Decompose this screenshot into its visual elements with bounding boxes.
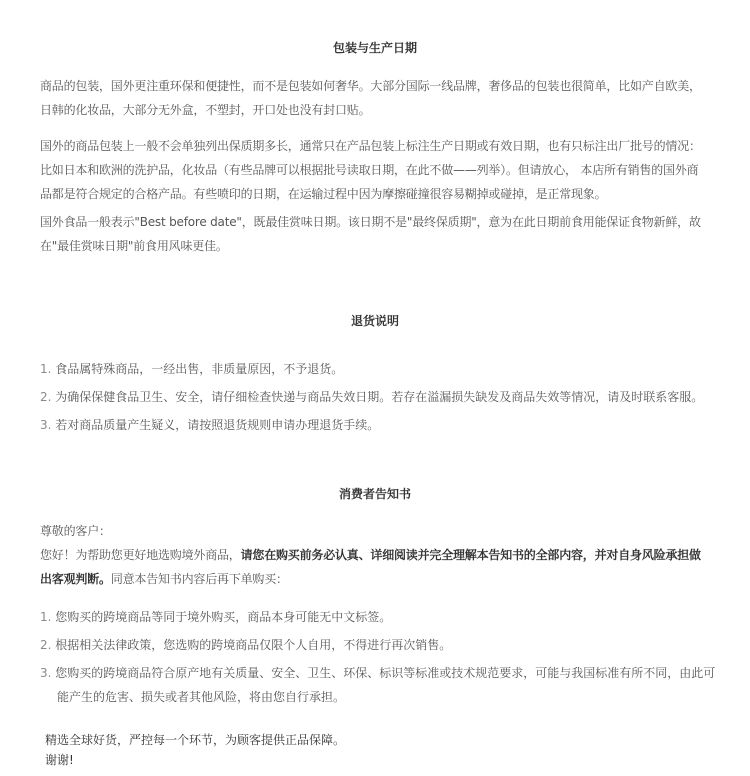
notice-title: 消费者告知书: [338, 487, 411, 501]
list-number: 1.: [40, 362, 52, 376]
intro-line-2: [40, 567, 712, 591]
list-number: 2.: [40, 638, 52, 652]
list-number: 3.: [40, 418, 52, 432]
list-number: 1.: [40, 610, 52, 624]
list-item: [40, 411, 720, 439]
text-line: 商品的包装，国外更注重环保和便捷性，而不是包装如何奢华。大部分国际一线品牌，奢侈品的包装也很简单，比如产自欧美，: [40, 79, 701, 93]
greeting: 尊敬的客户：: [40, 524, 111, 538]
packaging-paragraph-2: [40, 134, 712, 206]
text-line: 比如日本和欧洲的洗护品，化妆品（有些品牌可以根据批号读取日期，在此不做——列举）。但请放心， 本店所有销售的国外商: [40, 163, 699, 177]
list-item: [40, 633, 720, 657]
text-line: 国外食品一般表示"Best before date"，既最佳赏味日期。该日期不是"最终保质期"，意为在此日期前食用能保证食物新鲜，故: [40, 215, 701, 229]
packaging-paragraph-3: [40, 210, 712, 258]
text-line: 日韩的化妆品，大部分无外盒，不塑封，开口处也没有封口贴。: [40, 103, 371, 117]
notice-intro: [40, 519, 712, 591]
list-text: 为确保保健食品卫生、安全，请仔细检查快递与商品失效日期。若存在溢漏损失缺发及商品失效等情况，请及时联系客服。: [55, 390, 704, 404]
text-line: 在"最佳赏味日期"前食用风味更佳。: [40, 239, 228, 253]
list-item: [40, 355, 720, 383]
list-text: 您购买的跨境商品符合原产地有关质量、安全、卫生、环保、标识等标准或技术规范要求，可能与我国标准有所不同，由此可: [55, 666, 716, 680]
closing-line-1: 精选全球好货，严控每一个环节，为顾客提供正品保障。: [45, 733, 346, 747]
intro-bold: 请您在购买前务必认真、详细阅读并完全理解本告知书的全部内容，并对自身风险承担做: [240, 548, 701, 562]
list-text: 根据相关法律政策，您选购的跨境商品仅限个人自用，不得进行再次销售。: [55, 638, 452, 652]
notice-list: [40, 605, 720, 709]
list-number: 3.: [40, 666, 52, 680]
packaging-title: 包装与生产日期: [332, 41, 417, 55]
text-line: 国外的商品包装上一般不会单独列出保质期多长，通常只在产品包装上标注生产日期或有效日期，也有只标注出厂批号的情况：: [40, 139, 701, 153]
intro-plain: 同意本告知书内容后再下单购买：: [110, 572, 288, 586]
list-number: 2.: [40, 390, 52, 404]
text-line: 品都是符合规定的合格产品。有些喷印的日期，在运输过程中因为摩擦碰撞很容易糊掉或碰掉，是正常现象。: [40, 187, 607, 201]
list-text: 您购买的跨境商品等同于境外购买，商品本身可能无中文标签。: [55, 610, 392, 624]
list-item: [40, 661, 720, 709]
closing-line-2: 谢谢!: [45, 753, 74, 767]
returns-list: [40, 355, 720, 439]
list-item: [40, 605, 720, 629]
returns-title: 退货说明: [350, 314, 399, 328]
list-text-continuation: 能产生的危害、损失或者其他风险，将由您自行承担。: [57, 690, 346, 704]
list-text: 若对商品质量产生疑义，请按照退货规则申请办理退货手续。: [55, 418, 380, 432]
list-text: 食品属特殊商品，一经出售，非质量原因，不予退货。: [55, 362, 344, 376]
intro-plain: 您好！为帮助您更好地选购境外商品，: [40, 548, 241, 562]
intro-bold: 出客观判断。: [40, 572, 111, 586]
list-item: [40, 383, 720, 411]
packaging-paragraph-1: [40, 74, 712, 122]
intro-line-1: [40, 543, 712, 567]
